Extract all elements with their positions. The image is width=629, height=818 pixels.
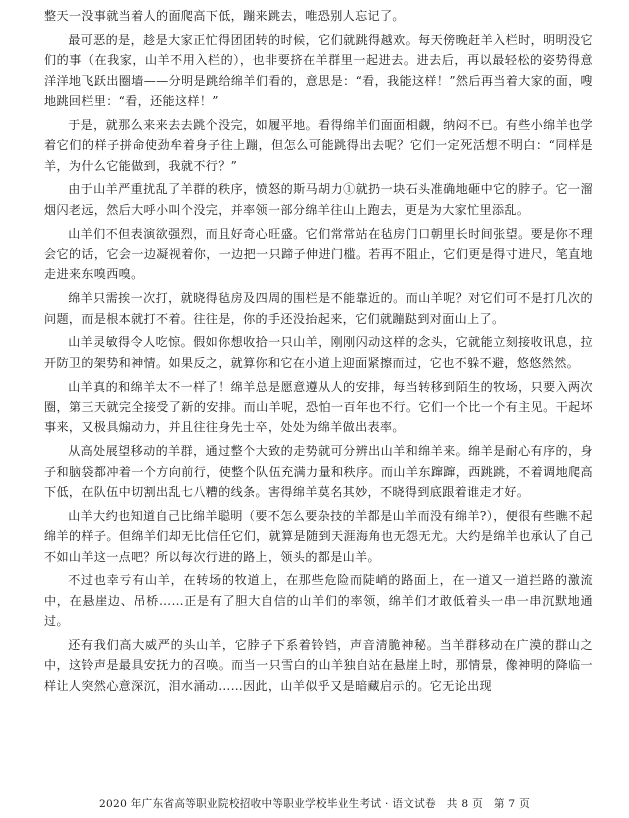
- paragraph-7: 山羊灵敏得令人吃惊。假如你想收拾一只山羊，刚刚闪动这样的念头，它就能立刻接收讯息，拉开防卫的架势和神情。如果反之，就算你和它在小道上迎面紧擦而过，它也不躲不避，悠悠然然。: [44, 335, 593, 370]
- paragraph-4: 由于山羊严重扰乱了羊群的秩序，愤怒的斯马胡力①就扔一块石头准确地砸中它的脖子。它一溜烟闪老远，然后大呼小叫个没完，并率领一部分绵羊往山上跑去，更是为大家忙里添乱。: [44, 182, 593, 217]
- paragraph-8: 山羊真的和绵羊太不一样了！绵羊总是愿意遵从人的安排，每当转移到陌生的牧场，只要入两次圈，第三天就完全接受了新的安排。而山羊呢，恐怕一百年也不行。它们一个比一个有主见。干起坏事来，又极具煽动力，并且往往身先士卒，处处为绵羊做出表率。: [44, 379, 593, 435]
- paragraph-5: 山羊们不但表演欲强烈，而且好奇心旺盛。它们常常站在毡房门口朝里长时间张望。要是你不理会它的话，它会一边凝视着你，一边把一只蹄子伸进门槛。若再不阻止，它们更是得寸进尺，笔直地走进来东嗅西嗅。: [44, 226, 593, 282]
- paragraph-10: 山羊大约也知道自己比绵羊聪明（要不怎么要杂技的羊都是山羊而没有绵羊?），便很有些瞧不起绵羊的样子。但绵羊们却无比信任它们，就算是随到天涯海角也无怨无尤。大约是绵羊也承认了自己不如山羊这一点吧？所以每次行进的路上，领头的都是山羊。: [44, 508, 593, 564]
- paragraph-2: 最可恶的是，趁是大家正忙得团团转的时候，它们就跳得越欢。每天傍晚赶羊入栏时，明明没它们的事（在我家，山羊不用入栏的），也非要挤在羊群里一起进去。进去后，再以最轻松的姿势得意洋洋地飞跃出圈墙——分明是跳给绵羊们看的，意思是：“看，我能这样！”然后再当着大家的面，嗖地跳回栏里：“看，还能这样！”: [44, 32, 593, 109]
- paragraph-6: 绵羊只需挨一次打，就晓得毡房及四周的围栏是不能靠近的。而山羊呢？对它们可不是打几次的问题，而是根本就打不着。往往是，你的手还没抬起来，它们就蹦跶到对面山上了。: [44, 291, 593, 326]
- paragraph-1: 整天一没事就当着人的面爬高下低，蹦来跳去，唯恐别人忘记了。: [44, 9, 405, 23]
- paragraph-11: 不过也幸亏有山羊，在转场的牧道上，在那些危险而陡峭的路面上，在一道又一道拦路的激流中，在悬崖边、吊桥……正是有了胆大自信的山羊们的率领，绵羊们才敢低着头一串一串沉默地通过。: [44, 573, 593, 629]
- article-body: [44, 6, 593, 696]
- paragraph-12: 还有我们高大威严的头山羊，它脖子下系着铃铛，声音清脆神秘。当羊群移动在广漠的群山之中，这铃声是最具安抚力的召唤。而当一只雪白的山羊独自站在悬崖上时，那情景，像神明的降临一样让人突然心意深沉，泪水涌动……因此，山羊似乎又是暗藏启示的。它无论出现: [44, 638, 593, 693]
- paragraph-9: 从高处展望移动的羊群，通过整个大致的走势就可分辨出山羊和绵羊来。绵羊是耐心有序的，身子和脑袋都冲着一个方向前行，使整个队伍充满力量和秩序。而山羊东蹿蹿，西跳跳，不着调地爬高下低，在队伍中切割出乱七八糟的线条。害得绵羊莫名其妙，不晓得到底跟着谁走才好。: [44, 444, 593, 500]
- paragraph-3: 于是，就那么来来去去跳个没完，如履平地。看得绵羊们面面相觑，纳闷不已。有些小绵羊也学着它们的样子拼命使劲牟着身子往上蹦，但怎么可能跳得出去呢？它们一定死活想不明白：“同样是羊，为什么它能做到，我就不行？”: [44, 117, 593, 173]
- page-footer: 2020 年广东省高等职业院校招收中等职业学校毕业生考试 · 语文试卷 共 8 页 第 7 页: [98, 798, 531, 810]
